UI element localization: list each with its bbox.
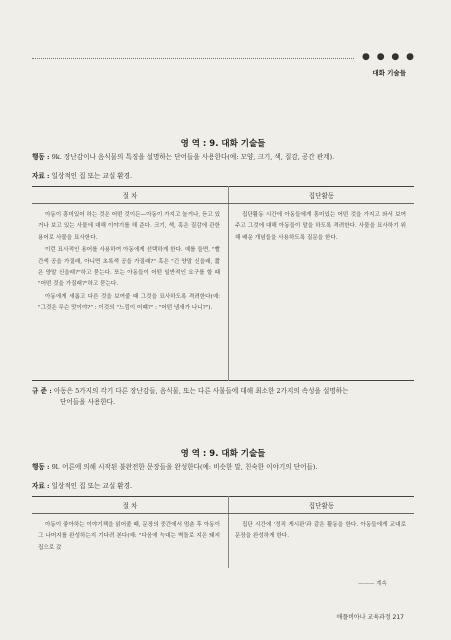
procedure-cell <box>32 204 229 381</box>
criterion-text-continued: 단어들을 사용한다. <box>60 398 116 406</box>
block-title: 영 역 : 9. 대화 기술들 <box>180 449 266 459</box>
activity-block-9l <box>32 447 414 568</box>
procedure-table <box>32 496 414 568</box>
procedure-column-header: 절 차 <box>32 187 229 204</box>
group-activity-cell <box>229 204 415 381</box>
page-number: 217 <box>392 614 404 621</box>
behavior-label: 행동 : <box>32 463 50 471</box>
footer-text: 애플비아나 교육과정 <box>336 614 391 621</box>
group-activity-paragraph: 집단활동 시간에 아동들에게 흥미있는 어떤 것을 가지고 와서 보여주고 그것에 대해 아동들이 말을 하도록 격려한다. 사물을 묘사하기 위해 배운 개념들을 사용하도록 질문을 한다. <box>235 212 406 241</box>
procedure-paragraph: 아동이 좋아하는 이야기책을 읽어줄 때, 문장의 중간에서 멈춘 후 아동이 그 나머지를 완성하는지 기다려 본다(예: "다음에 늑대는 벽돌로 지은 돼지집으로 갔 <box>38 522 220 551</box>
block-title: 영 역 : 9. 대화 기술들 <box>180 139 266 149</box>
behavior-text: 9k. 장난감이나 음식물의 특징을 설명하는 단어들을 사용한다(예: 모양, 크기, 색, 질감, 공간 관계). <box>51 153 335 161</box>
criterion-text: 아동은 5가지의 각기 다른 장난감들, 음식물, 또는 다른 사물들에 대해 최소한 2가지의 속성을 설명하는 <box>53 387 349 395</box>
behavior-text: 9l. 어른에 의해 시작된 불완전한 문장들을 완성한다(예: 비슷한 말, 친숙한 이야기의 단어들). <box>51 463 318 471</box>
group-activity-cell <box>229 514 415 569</box>
header-dotted-rule <box>32 58 354 59</box>
behavior-line <box>32 153 414 162</box>
material-text: 일상적인 집 또는 교실 환경. <box>51 482 133 490</box>
behavior-label: 행동 : <box>32 153 50 161</box>
criterion-label: 규 준 : <box>32 387 52 395</box>
procedure-cell <box>32 514 229 569</box>
material-text: 일상적인 집 또는 교실 환경. <box>51 172 133 180</box>
criterion <box>32 386 414 408</box>
procedure-column-header: 절 차 <box>32 497 229 514</box>
behavior-line <box>32 463 414 472</box>
procedure-paragraph: 아동이 흥미있어 하는 것은 어떤 것이든—아동이 가지고 놀거나, 듣고 있거나 보고 있는 사물에 대해 이야기를 해 준다. 크기, 색, 혹은 질감에 관한 용어로 사물을 묘사한다. <box>38 212 220 241</box>
procedure-paragraph: 이런 묘사적인 용어를 사용하여 아동에게 선택하게 한다. 예를 들면, "빨간색 공을 가질래, 아니면 초록색 공을 가질래?" 혹은 "긴 양말 신을래, 짧은 양말 신을래?"하고 묻는다. 또는 아동들이 어떤 일반적인 요구를 할 때 "어떤 것을 가질래?"하고 묻는다. <box>38 247 220 288</box>
activity-block-9k <box>32 137 414 408</box>
group-activity-column-header: 집단활동 <box>229 497 415 514</box>
continued-mark: ——— 계속 <box>358 581 387 587</box>
material-label: 자료 : <box>32 172 50 180</box>
page-footer <box>300 612 404 621</box>
material-line <box>32 480 414 494</box>
group-activity-paragraph: 집단 시간에 '정직 게시판'과 같은 활동을 한다. 아동들에게 교대로 문장을 완성하게 한다. <box>235 522 406 540</box>
header-dots-ornament: ● ● ● ● <box>362 52 416 62</box>
section-tag: 대화 기술들 <box>372 69 406 77</box>
material-line <box>32 170 414 184</box>
group-activity-column-header: 집단활동 <box>229 187 415 204</box>
procedure-paragraph: 아동에게 새롭고 다른 것을 보여줄 때 그것을 묘사하도록 격려한다(예: "그것은 무슨 맛이야?" : 이것의 "느낌이 어때?" : "어떤 냄새가 나니?"). <box>38 293 220 312</box>
procedure-table <box>32 186 414 381</box>
material-label: 자료 : <box>32 482 50 490</box>
